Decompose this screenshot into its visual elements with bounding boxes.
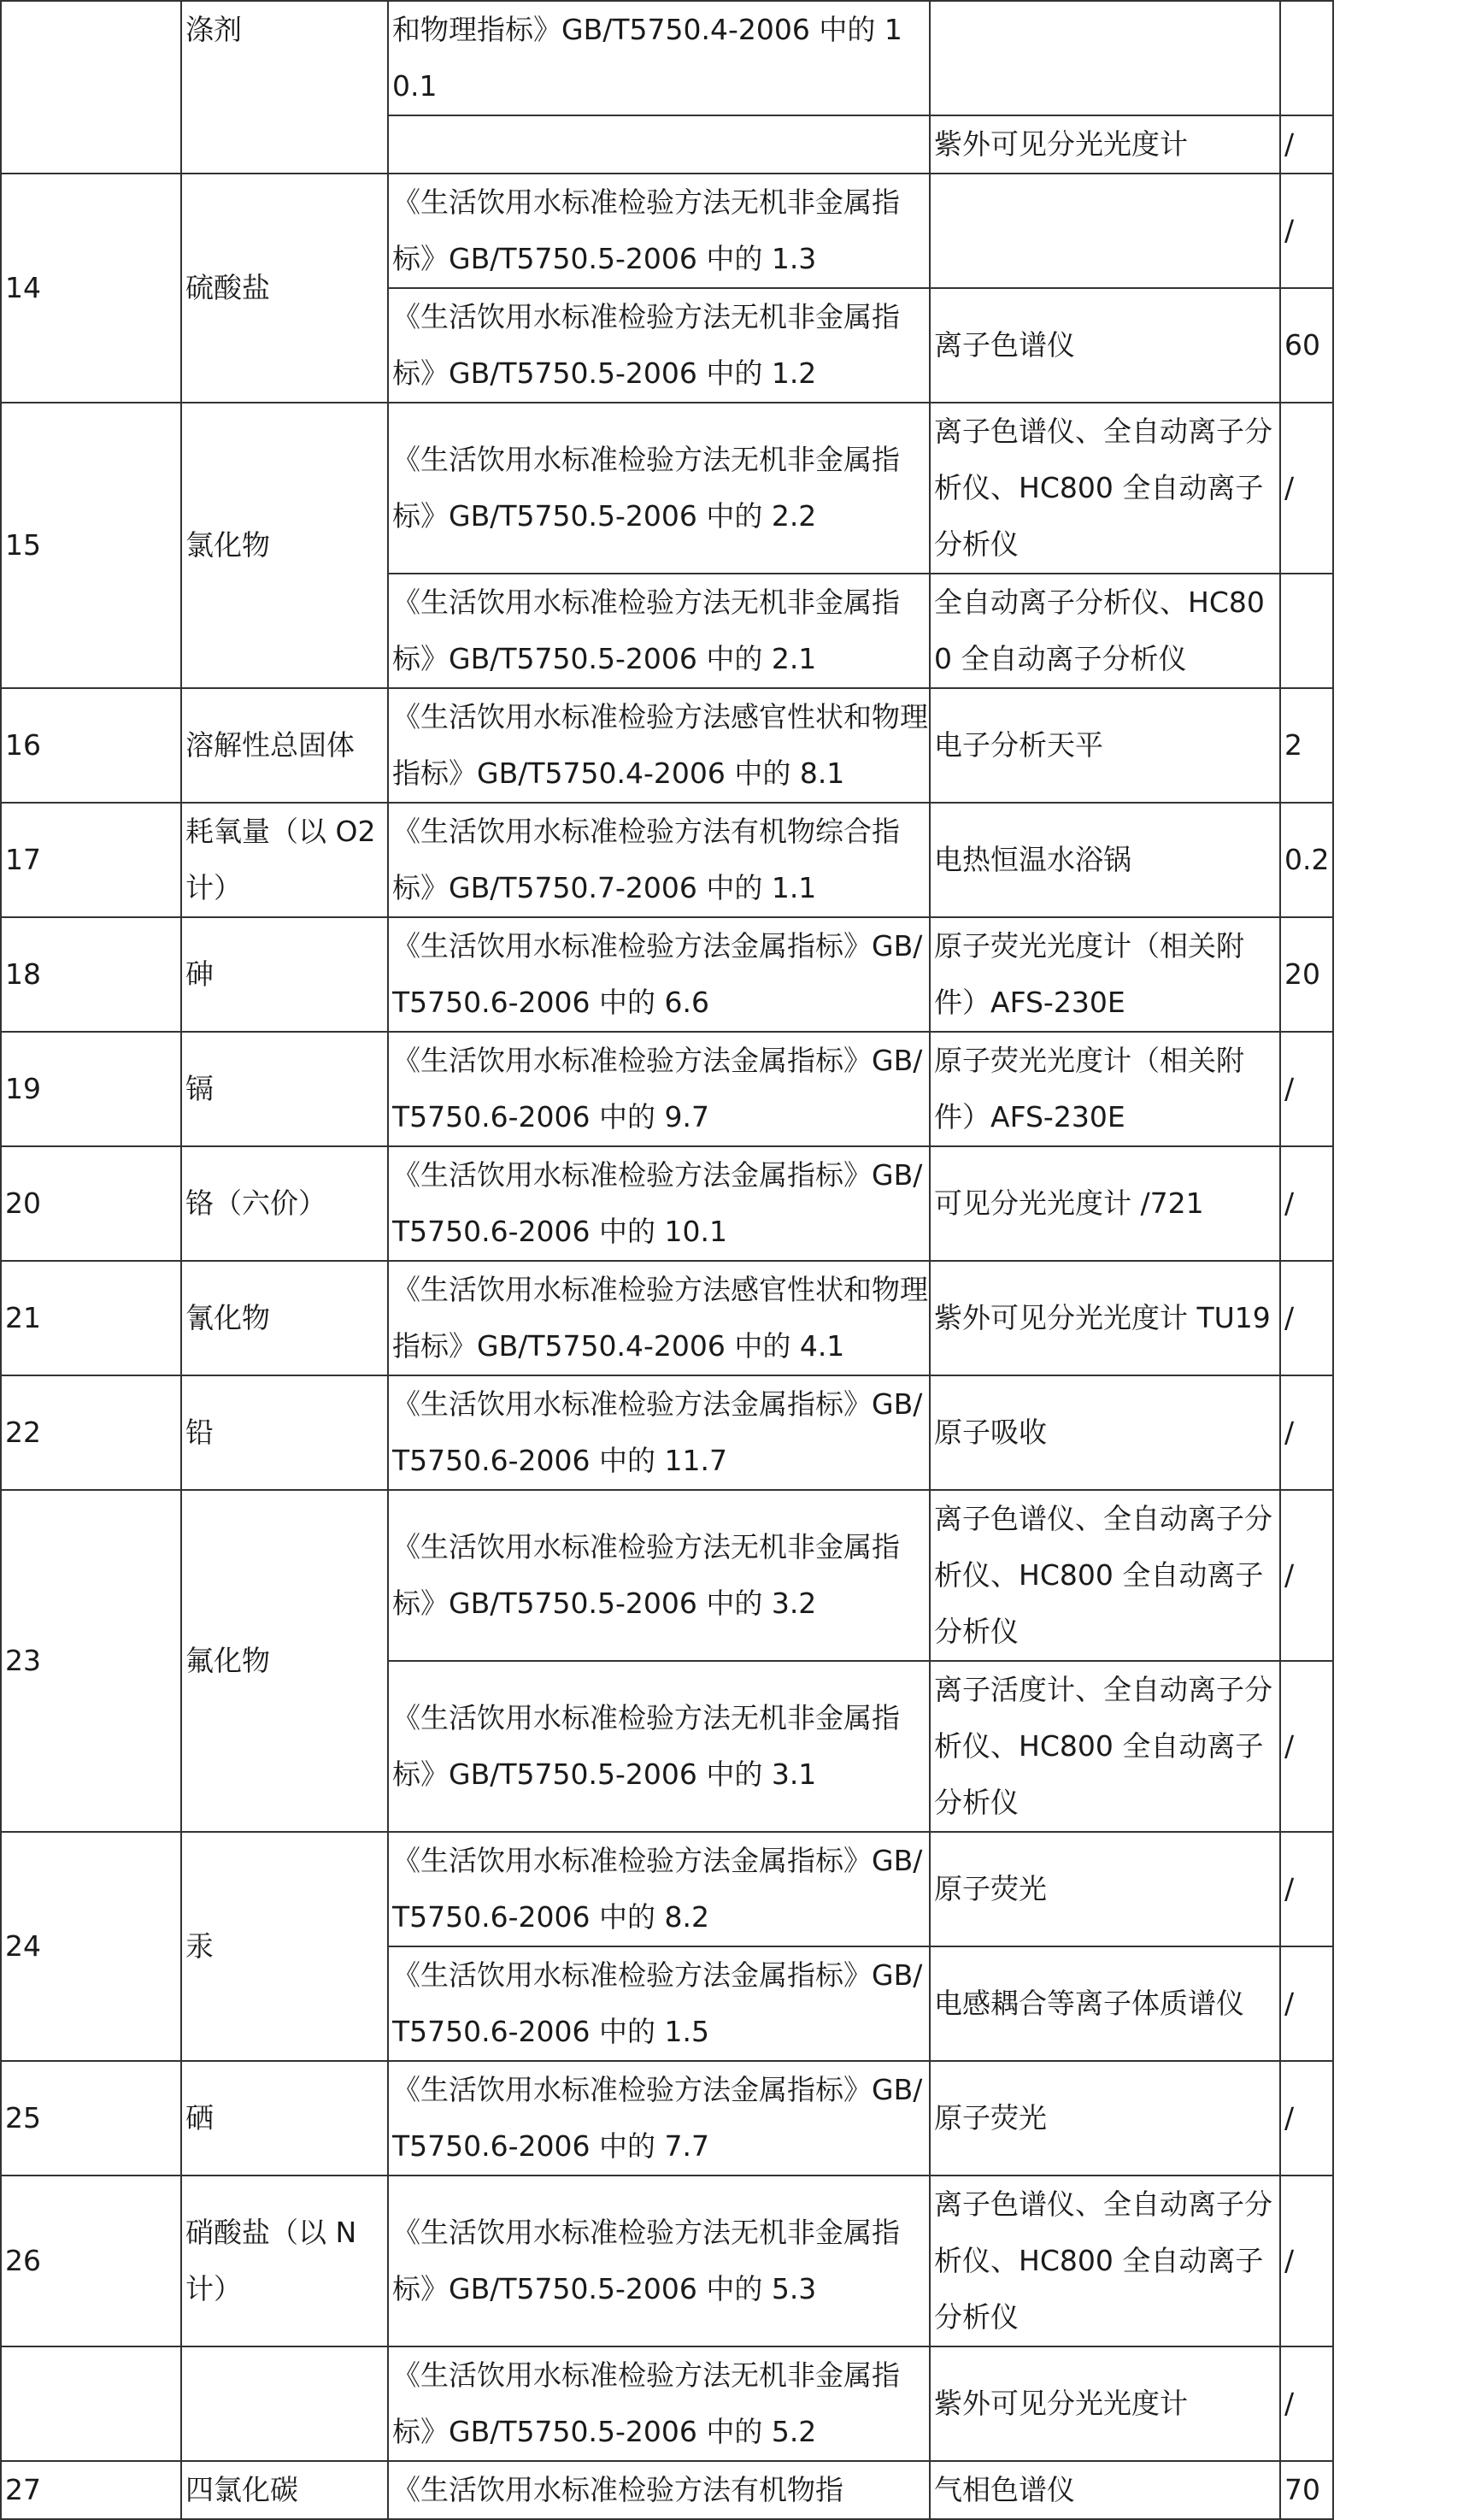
method-cell: 《生活饮用水标准检验方法金属指标》GB/T5750.6-2006 中的 8.2 [388,1832,930,1946]
instrument-cell: 原子荧光光度计（相关附件）AFS-230E [930,1032,1280,1146]
number-cell: 20 [1,1146,181,1261]
number-cell: 17 [1,803,181,917]
instrument-cell: 原子荧光光度计（相关附件）AFS-230E [930,917,1280,1032]
table-row [1,1,1333,115]
value-cell [1280,574,1333,688]
instrument-cell: 离子色谱仪、全自动离子分析仪、HC800 全自动离子分析仪 [930,1490,1280,1661]
method-cell: 《生活饮用水标准检验方法无机非金属指标》GB/T5750.5-2006 中的 3.1 [388,1661,930,1832]
number-cell: 25 [1,2061,181,2176]
method-cell: 《生活饮用水标准检验方法金属指标》GB/T5750.6-2006 中的 6.6 [388,917,930,1032]
instrument-cell: 离子色谱仪 [930,288,1280,403]
method-cell: 《生活饮用水标准检验方法无机非金属指标》GB/T5750.5-2006 中的 1.2 [388,288,930,403]
value-cell: / [1280,1661,1333,1832]
table-row [1,1146,1333,1261]
table-row [1,174,1333,288]
value-cell: 0.2 [1280,803,1333,917]
value-cell: / [1280,1032,1333,1146]
instrument-cell: 原子荧光 [930,1832,1280,1946]
value-cell: 2 [1280,688,1333,803]
method-cell: 《生活饮用水标准检验方法金属指标》GB/T5750.6-2006 中的 1.5 [388,1946,930,2061]
method-cell [388,115,930,174]
method-cell: 《生活饮用水标准检验方法金属指标》GB/T5750.6-2006 中的 7.7 [388,2061,930,2176]
value-cell: / [1280,2346,1333,2461]
method-cell: 《生活饮用水标准检验方法感官性状和物理指标》GB/T5750.4-2006 中的 4.1 [388,1261,930,1375]
value-cell: 60 [1280,288,1333,403]
table-row [1,803,1333,917]
instrument-cell: 离子色谱仪、全自动离子分析仪、HC800 全自动离子分析仪 [930,2176,1280,2346]
value-cell: / [1280,403,1333,574]
instrument-cell: 紫外可见分光光度计 [930,2346,1280,2461]
method-cell: 《生活饮用水标准检验方法有机物指 [388,2461,930,2519]
item-name-cell: 铬（六价） [181,1146,388,1261]
number-cell: 23 [1,1490,181,1832]
method-cell: 《生活饮用水标准检验方法无机非金属指标》GB/T5750.5-2006 中的 2.1 [388,574,930,688]
value-cell: / [1280,2176,1333,2346]
item-name-cell: 砷 [181,917,388,1032]
table-row [1,1490,1333,1661]
item-name-cell: 铅 [181,1375,388,1490]
value-cell: / [1280,1832,1333,1946]
instrument-cell: 原子吸收 [930,1375,1280,1490]
method-cell: 《生活饮用水标准检验方法无机非金属指标》GB/T5750.5-2006 中的 5.2 [388,2346,930,2461]
number-cell: 21 [1,1261,181,1375]
value-cell: / [1280,1261,1333,1375]
value-cell: / [1280,2061,1333,2176]
item-name-cell: 硝酸盐（以 N 计） [181,2176,388,2346]
method-cell: 《生活饮用水标准检验方法无机非金属指标》GB/T5750.5-2006 中的 2.2 [388,403,930,574]
item-name-cell: 镉 [181,1032,388,1146]
method-cell: 《生活饮用水标准检验方法有机物综合指标》GB/T5750.7-2006 中的 1.1 [388,803,930,917]
instrument-cell: 电热恒温水浴锅 [930,803,1280,917]
value-cell: / [1280,1146,1333,1261]
instrument-cell: 全自动离子分析仪、HC800 全自动离子分析仪 [930,574,1280,688]
instrument-cell: 可见分光光度计 /721 [930,1146,1280,1261]
instrument-cell [930,1,1280,115]
instrument-cell [930,174,1280,288]
table-row [1,2346,1333,2461]
number-cell: 16 [1,688,181,803]
item-name-cell: 氟化物 [181,1490,388,1832]
number-cell: 15 [1,403,181,688]
table-row [1,1032,1333,1146]
instrument-cell: 紫外可见分光光度计 [930,115,1280,174]
instrument-cell: 气相色谱仪 [930,2461,1280,2519]
item-name-cell: 溶解性总固体 [181,688,388,803]
number-cell: 19 [1,1032,181,1146]
value-cell: / [1280,1375,1333,1490]
item-name-cell: 氯化物 [181,403,388,688]
table-row [1,2061,1333,2176]
table-row [1,2461,1333,2519]
value-cell: 70 [1280,2461,1333,2519]
table-row [1,403,1333,574]
item-name-cell: 汞 [181,1832,388,2061]
number-cell: 26 [1,2176,181,2346]
instrument-cell: 电感耦合等离子体质谱仪 [930,1946,1280,2061]
method-cell: 《生活饮用水标准检验方法无机非金属指标》GB/T5750.5-2006 中的 5.3 [388,2176,930,2346]
table-row [1,2176,1333,2346]
number-cell: 24 [1,1832,181,2061]
instrument-cell: 离子活度计、全自动离子分析仪、HC800 全自动离子分析仪 [930,1661,1280,1832]
table-row [1,1832,1333,1946]
number-cell: 14 [1,174,181,403]
number-cell [1,1,181,174]
method-cell: 《生活饮用水标准检验方法感官性状和物理指标》GB/T5750.4-2006 中的 8.1 [388,688,930,803]
value-cell: / [1280,115,1333,174]
instrument-cell: 原子荧光 [930,2061,1280,2176]
item-name-cell: 耗氧量（以 O2 计） [181,803,388,917]
value-cell: / [1280,1946,1333,2061]
instrument-cell: 紫外可见分光光度计 TU19 [930,1261,1280,1375]
method-cell: 《生活饮用水标准检验方法金属指标》GB/T5750.6-2006 中的 11.7 [388,1375,930,1490]
item-name-cell: 涤剂 [181,1,388,174]
table-row [1,1261,1333,1375]
method-cell: 《生活饮用水标准检验方法金属指标》GB/T5750.6-2006 中的 9.7 [388,1032,930,1146]
table-row [1,917,1333,1032]
method-cell: 和物理指标》GB/T5750.4-2006 中的 10.1 [388,1,930,115]
method-cell: 《生活饮用水标准检验方法无机非金属指标》GB/T5750.5-2006 中的 1.3 [388,174,930,288]
number-cell: 22 [1,1375,181,1490]
instrument-cell: 电子分析天平 [930,688,1280,803]
value-cell: / [1280,174,1333,288]
number-cell: 18 [1,917,181,1032]
method-cell: 《生活饮用水标准检验方法金属指标》GB/T5750.6-2006 中的 10.1 [388,1146,930,1261]
item-name-cell [181,2346,388,2461]
number-cell [1,2346,181,2461]
table-row [1,1375,1333,1490]
instrument-cell: 离子色谱仪、全自动离子分析仪、HC800 全自动离子分析仪 [930,403,1280,574]
value-cell: 20 [1280,917,1333,1032]
item-name-cell: 四氯化碳 [181,2461,388,2519]
value-cell: / [1280,1490,1333,1661]
item-name-cell: 硒 [181,2061,388,2176]
number-cell: 27 [1,2461,181,2519]
item-name-cell: 氰化物 [181,1261,388,1375]
table-row [1,688,1333,803]
method-cell: 《生活饮用水标准检验方法无机非金属指标》GB/T5750.5-2006 中的 3.2 [388,1490,930,1661]
value-cell [1280,1,1333,115]
item-name-cell: 硫酸盐 [181,174,388,403]
